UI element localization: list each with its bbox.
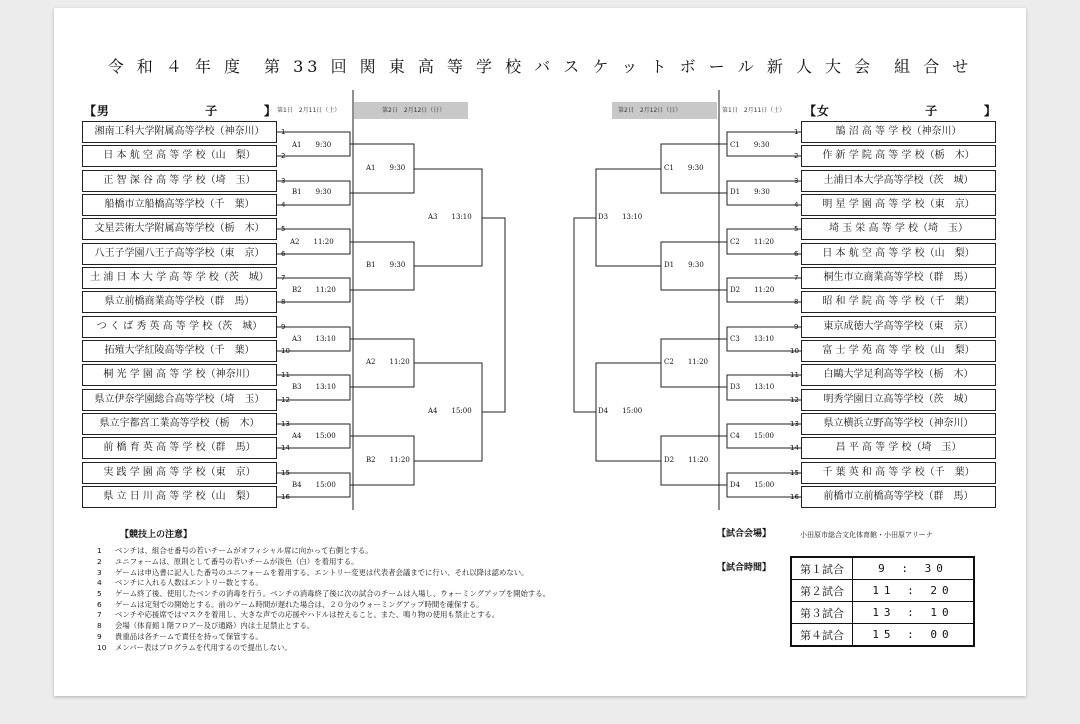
boys-game-label: A4 15:00 (292, 432, 336, 440)
boys-game-label: B1 9:30 (366, 261, 406, 269)
note-item: 1 ベンチは、組合せ番号の若いチームがオフィシャル席に向かって右側とする。 (97, 546, 373, 555)
girls-team: 埼 玉 栄 高 等 学 校（埼 玉） (801, 218, 996, 240)
boys-game-label: B3 13:10 (292, 383, 336, 391)
girls-team: 昌 平 高 等 学 校（埼 玉） (801, 437, 996, 459)
seed-number: 16 (790, 493, 799, 501)
seed-number: 11 (281, 371, 290, 379)
seed-number: 15 (281, 469, 290, 477)
girls-game-label: D3 13:10 (730, 383, 775, 391)
girls-game-label: C2 11:20 (730, 238, 774, 246)
schedule-time: 9 : 30 (853, 557, 975, 580)
seed-number: 12 (281, 396, 290, 404)
boys-game-label: A1 9:30 (366, 164, 406, 172)
girls-game-label: C1 9:30 (730, 141, 770, 149)
boys-team: 前 橋 育 英 高 等 学 校（群 馬） (82, 437, 277, 459)
boys-game-label: A2 11:20 (290, 238, 334, 246)
boys-game-label: A3 13:10 (292, 335, 336, 343)
schedule-row (791, 580, 974, 602)
seed-number: 1 (281, 128, 286, 136)
schedule-label: 【試合時間】 (717, 563, 772, 573)
schedule-time: 13 : 10 (853, 602, 975, 624)
seed-number: 11 (790, 371, 799, 379)
schedule-game: 第２試合 (791, 580, 853, 602)
seed-number: 4 (281, 201, 286, 209)
seed-number: 14 (281, 444, 290, 452)
seed-number: 3 (281, 177, 286, 185)
seed-number: 8 (281, 298, 286, 306)
girls-label: 女 子 (816, 104, 984, 118)
boys-team: 県立宇都宮工業高等学校（栃 木） (82, 413, 277, 435)
schedule-table (790, 556, 975, 647)
seed-number: 2 (794, 152, 799, 160)
note-item: 3 ゲームは申込書に記入した番号のユニフォームを着用する。エントリー変更は代表者会議までに行い、それ以降は認めない。 (97, 568, 529, 577)
girls-team: 明秀学園日立高等学校（茨 城） (801, 389, 996, 411)
boys-game-label: A3 13:10 (428, 213, 472, 221)
header-bracket-open: 【 (84, 104, 97, 118)
girls-team: 昭 和 学 院 高 等 学 校（千 葉） (801, 291, 996, 313)
boys-game-label: B4 15:00 (292, 481, 336, 489)
seed-number: 7 (281, 274, 286, 282)
boys-team: 日 本 航 空 高 等 学 校（山 梨） (82, 145, 277, 167)
boys-game-label: A2 11:20 (366, 358, 410, 366)
girls-team: 千 葉 英 和 高 等 学 校（千 葉） (801, 462, 996, 484)
girls-team: 明 星 学 園 高 等 学 校（東 京） (801, 194, 996, 216)
boys-team: 拓殖大学紅陵高等学校（千 葉） (82, 340, 277, 362)
girls-team: 桐生市立商業高等学校（群 馬） (801, 267, 996, 289)
boys-team: 県立伊奈学園総合高等学校（埼 玉） (82, 389, 277, 411)
seed-number: 12 (790, 396, 799, 404)
note-item: 9 貴重品は各チームで責任を持って保管する。 (97, 632, 263, 641)
boys-game-label: A4 15:00 (428, 407, 472, 415)
note-item: 7 ベンチや応援席ではマスクを着用し、大きな声での応援やハドルは控えること。また、鳴り物の使用も禁止とする。 (97, 610, 500, 619)
boys-game-label: B2 11:20 (366, 456, 410, 464)
girls-game-label: C1 9:30 (664, 164, 704, 172)
boys-label: 男 子 (96, 104, 264, 118)
note-item: 10 メンバー表はプログラムを代用するので提出しない。 (97, 643, 292, 652)
schedule-row (791, 557, 974, 580)
girls-game-label: D4 15:00 (730, 481, 775, 489)
girls-day1-header: 第1日 2月11日（土） (722, 107, 786, 114)
boys-day1-header: 第1日 2月11日（土） (277, 107, 341, 114)
schedule-time: 15 : 00 (853, 624, 975, 647)
seed-number: 13 (790, 420, 799, 428)
girls-team: 県立横浜立野高等学校（神奈川） (801, 413, 996, 435)
header-bracket-close: 】 (263, 104, 276, 118)
schedule-time: 11 : 20 (853, 580, 975, 602)
seed-number: 16 (281, 493, 290, 501)
boys-team: 実 践 学 園 高 等 学 校（東 京） (82, 462, 277, 484)
girls-day2-header: 第2日 2月12日（日） (612, 102, 717, 119)
girls-team: 白鷗大学足利高等学校（栃 木） (801, 364, 996, 386)
girls-team: 日 本 航 空 高 等 学 校（山 梨） (801, 243, 996, 265)
girls-game-label: D1 9:30 (730, 188, 770, 196)
boys-game-label: B2 11:20 (292, 286, 336, 294)
seed-number: 5 (281, 225, 286, 233)
header-bracket-close: 】 (983, 104, 996, 118)
page-title: 令 和 ４ 年 度 第 33 回 関 東 高 等 学 校 バ ス ケ ッ ト ボ ー ル 新 人 大 会 組 合 せ (107, 57, 973, 76)
venue-name: 小田原市総合文化体育館・小田原アリーナ (800, 531, 933, 539)
schedule-game: 第１試合 (791, 557, 853, 580)
seed-number: 7 (794, 274, 799, 282)
note-item: 5 ゲーム終了後、使用したベンチの消毒を行う。ベンチの消毒終了後に次の試合のチームは入場し、ウォーミングアップを開始する。 (97, 589, 551, 598)
girls-game-label: D2 11:20 (730, 286, 775, 294)
girls-team: 前橋市立前橋高等学校（群 馬） (801, 486, 996, 508)
schedule-row (791, 602, 974, 624)
boys-day2-header: 第2日 2月12日（日） (354, 102, 468, 119)
note-item: 2 ユニフォームは、原則として番号の若いチームが淡色（白）を着用する。 (97, 557, 359, 566)
seed-number: 6 (794, 250, 799, 258)
schedule-game: 第４試合 (791, 624, 853, 647)
note-item: 4 ベンチに入れる人数はエントリー数とする。 (97, 578, 263, 587)
boys-team: 八王子学園八王子高等学校（東 京） (82, 243, 277, 265)
girls-team: 作 新 学 院 高 等 学 校（栃 木） (801, 145, 996, 167)
seed-number: 4 (794, 201, 799, 209)
girls-team: 東京成徳大学高等学校（東 京） (801, 316, 996, 338)
girls-game-label: C3 13:10 (730, 335, 774, 343)
seed-number: 10 (790, 347, 799, 355)
girls-game-label: C2 11:20 (664, 358, 708, 366)
boys-team: つ く ば 秀 英 高 等 学 校（茨 城） (82, 316, 277, 338)
seed-number: 1 (794, 128, 799, 136)
girls-game-label: D1 9:30 (664, 261, 704, 269)
venue-label: 【試合会場】 (717, 529, 772, 539)
seed-number: 10 (281, 347, 290, 355)
boys-team: 土 浦 日 本 大 学 高 等 学 校（茨 城） (82, 267, 277, 289)
boys-team: 県 立 日 川 高 等 学 校（山 梨） (82, 486, 277, 508)
schedule-game: 第３試合 (791, 602, 853, 624)
seed-number: 6 (281, 250, 286, 258)
girls-game-label: D3 13:10 (598, 213, 643, 221)
seed-number: 5 (794, 225, 799, 233)
note-item: 6 ゲームは定刻での開始とする。前のゲーム時間が遅れた場合は、２０分のウォーミングアップ時間を確保する。 (97, 600, 484, 609)
girls-game-label: D2 11:20 (664, 456, 709, 464)
boys-game-label: B1 9:30 (292, 188, 332, 196)
boys-team: 県立前橋商業高等学校（群 馬） (82, 291, 277, 313)
boys-game-label: A1 9:30 (292, 141, 332, 149)
girls-team: 土浦日本大学高等学校（茨 城） (801, 170, 996, 192)
boys-team: 桐 光 学 園 高 等 学 校（神奈川） (82, 364, 277, 386)
girls-game-label: C4 15:00 (730, 432, 774, 440)
girls-team: 鵠 沼 高 等 学 校（神奈川） (801, 121, 996, 143)
seed-number: 2 (281, 152, 286, 160)
boys-team: 文星芸術大学附属高等学校（栃 木） (82, 218, 277, 240)
seed-number: 8 (794, 298, 799, 306)
schedule-row (791, 624, 974, 647)
seed-number: 9 (281, 323, 286, 331)
note-item: 8 会場（体育館１階フロアー及び通路）内は土足禁止とする。 (97, 621, 315, 630)
girls-team: 富 士 学 苑 高 等 学 校（山 梨） (801, 340, 996, 362)
seed-number: 14 (790, 444, 799, 452)
seed-number: 15 (790, 469, 799, 477)
boys-team: 船橋市立船橋高等学校（千 葉） (82, 194, 277, 216)
seed-number: 3 (794, 177, 799, 185)
seed-number: 9 (794, 323, 799, 331)
seed-number: 13 (281, 420, 290, 428)
boys-team: 正 智 深 谷 高 等 学 校（埼 玉） (82, 170, 277, 192)
header-bracket-open: 【 (804, 104, 817, 118)
boys-team: 湘南工科大学附属高等学校（神奈川） (82, 121, 277, 143)
girls-game-label: D4 15:00 (598, 407, 643, 415)
notes-heading: 【競技上の注意】 (120, 530, 193, 540)
